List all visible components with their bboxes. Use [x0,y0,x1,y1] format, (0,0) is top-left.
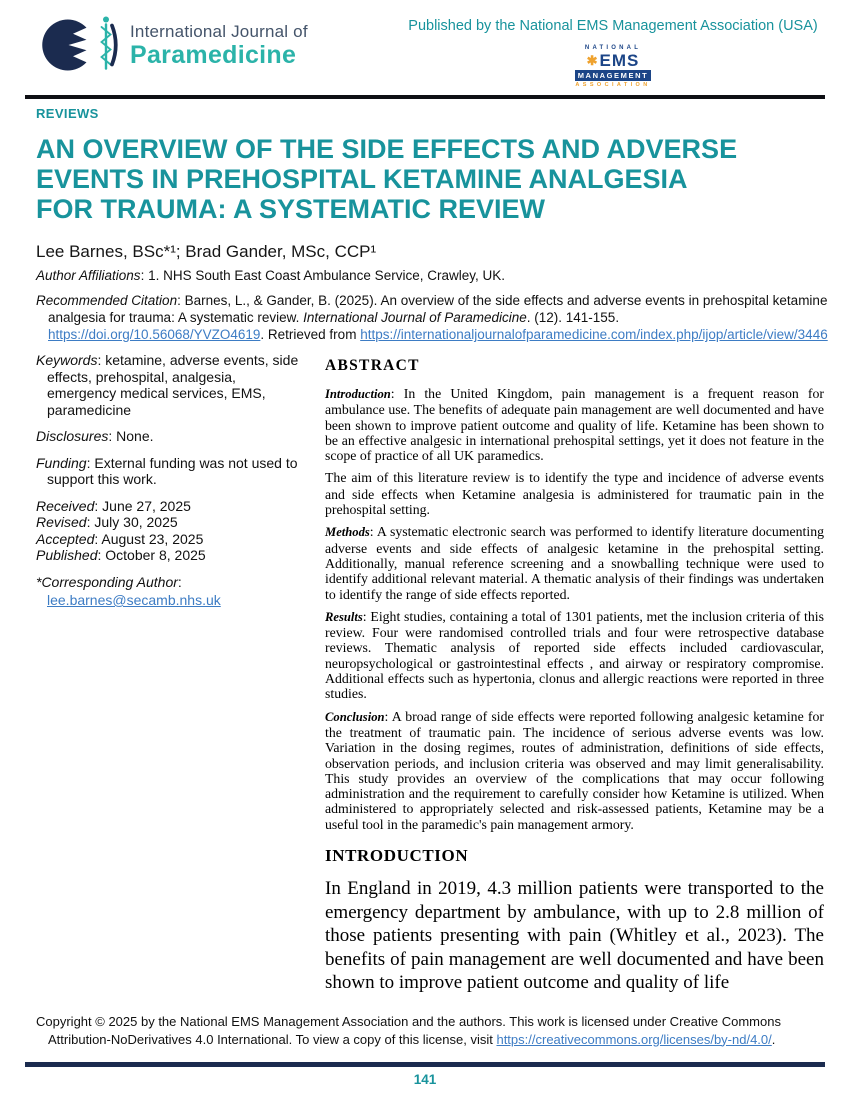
citation-text-3: . Retrieved from [260,327,361,342]
journal-name-top: International Journal of [130,21,308,41]
received-line [36,498,300,515]
disclosures-block [36,428,300,445]
corresponding-author-block [36,574,300,591]
abstract-methods-paragraph [325,524,824,601]
revised-date: : July 30, 2025 [86,514,178,530]
copyright-notice [36,1013,828,1048]
nemsma-association-text: ASSOCIATION [575,81,651,88]
page-number: 141 [413,1072,437,1087]
abstract-aim-paragraph [325,470,824,517]
copyright-text: Copyright © 2025 by the National EMS Management Association and the authors. This work is licensed under Creative Commons Attribution-NoDerivatives 4.0 International. To view a copy of this license, visit [36,1014,781,1047]
article-section-label: REVIEWS [36,106,99,121]
corresponding-author-label: *Corresponding Author [36,573,178,590]
published-label: Published [36,547,98,563]
affiliations-label: Author Affiliations [36,268,141,283]
affiliations-text: : 1. NHS South East Coast Ambulance Service, Crawley, UK. [140,268,505,283]
citation-text-2: . (12). 141-155. [526,310,620,325]
journal-name-bottom: Paramedicine [130,40,297,69]
abstract-conclusion-text: : A broad range of side effects were reported following analgesic ketamine for the treatment of traumatic pain. The incidence of serious adverse events was low. Variation in the dosing regimes, routes of administration, definitions of side effects, observation periods, and inclusion criteria was observed and may limit generalisability. This study provides an overview of the complications that may occur following administration and the requirement to carefully consider how Ketamine is utilized. When administered to appropriately selected and risk-assessed patients, Ketamine may be a useful tool in the paramedic's pain management armory. [325,708,824,832]
article-metadata-column [36,352,300,609]
article-title: AN OVERVIEW OF THE SIDE EFFECTS AND ADVERSE EVENTS IN PREHOSPITAL KETAMINE ANALGESIA FOR TRAUMA: A SYSTEMATIC REVIEW [36,134,738,224]
abstract-methods-text: : A systematic electronic search was performed to identify literature documenting adverse events and side effects of analgesic ketamine in the prehospital setting. Additionally, manual reference screening and a snowballing technique were used to identify additional relevant material. A thematic analysis of their findings was undertaken to identify the range of side effects reported. [325,524,824,602]
nemsma-logo [575,45,652,88]
published-date: : October 8, 2025 [97,547,206,563]
corresponding-email-link[interactable]: lee.barnes@secamb.nhs.uk [47,592,221,608]
article-dates-block [36,498,300,564]
ijop-logo-icon [40,10,118,80]
introduction-paragraph: In England in 2019, 4.3 million patients were transported to the emergency department by ambulance, with up to 2.8 million of those patients presenting with pain (Whitley et al., 2023). The benefits of pain management are well documented and have been shown to improve patient outcome and quality of life [325,878,824,994]
nemsma-management-text: MANAGEMENT [575,70,652,81]
recommended-citation [36,292,828,343]
abstract-methods-label: Methods [325,525,370,540]
article-body [36,352,824,995]
received-label: Received [36,497,95,514]
author-line: Lee Barnes, BSc*¹; Brad Gander, MSc, CCP¹ [36,242,377,261]
accepted-label: Accepted [36,530,95,547]
funding-text: : External funding was not used to support this work. [47,454,298,487]
abstract-aim-text: The aim of this literature review is to identify the type and incidence of adverse events and side effects when Ketamine analgesia is administered for traumatic pain in the prehospital setting. [325,470,824,518]
abstract-results-label: Results [325,609,363,624]
keywords-label: Keywords [36,352,98,368]
header-divider [25,95,825,99]
abstract-results-text: : Eight studies, containing a total of 1301 patients, met the inclusion criteria of this review. Four were randomised controlled trials and four were retrospective database reviews. Thematic analysis of reported side effects included cardiovascular, neuropsychological or gastrointestinal effects , and airway or respiratory compromise. Additional effects such as hypertonia, clonus and allergic reactions were reported in three studies. [325,608,824,702]
abstract-conclusion-label: Conclusion [325,709,385,724]
keywords-text: : ketamine, adverse events, side effects, prehospital, analgesia, emergency medical services, EMS, paramedicine [47,352,299,418]
abstract-introduction-paragraph [325,386,824,463]
corresponding-author-colon: : [177,573,182,590]
nemsma-star-icon: ✱ [586,53,599,68]
copyright-period: . [771,1031,776,1047]
published-line [36,547,300,564]
accepted-line [36,531,300,548]
journal-wordmark [130,22,308,69]
publisher-block [388,18,838,91]
accepted-date: : August 23, 2025 [94,530,204,547]
disclosures-text: : None. [108,428,154,444]
corresponding-email-line [36,592,300,609]
introduction-heading: INTRODUCTION [325,846,469,866]
funding-label: Funding [36,454,87,471]
journal-masthead [40,10,308,80]
nemsma-ems-text: EMS [599,51,640,70]
abstract-results-paragraph [325,609,824,702]
abstract-heading: ABSTRACT [325,357,420,374]
keywords-block [36,352,300,418]
citation-label: Recommended Citation [36,293,178,308]
abstract-introduction-text: : In the United Kingdom, pain management is a frequent reason for ambulance use. The benefits of adequate pain management are well documented and have been shown to improve patient outcome and quality of life. Ketamine has been shown to be an effective analgesic in international prehospital settings, yet it does not feature in the scope of practice of all UK paramedics. [325,386,824,464]
license-link[interactable]: https://creativecommons.org/licenses/by-nd/4.0/ [496,1031,772,1047]
revised-line [36,514,300,531]
funding-block [36,455,300,488]
nemsma-national-text: NATIONAL [584,45,642,51]
nemsma-ems-row [575,52,652,69]
citation-text-1: : Barnes, L., & Gander, B. (2025). An overview of the side effects and adverse events in prehospital ketamine analgesia for trauma: A systematic review. [48,293,828,325]
footer-divider [25,1062,825,1067]
affiliations-line [36,268,828,283]
abstract-introduction-label: Introduction [325,387,391,401]
doi-link[interactable]: https://doi.org/10.56068/YVZO4619 [48,327,261,342]
abstract-conclusion-paragraph [325,709,824,832]
article-url-link[interactable]: https://internationaljournalofparamedicine.com/index.php/ijop/article/view/3446 [360,327,828,342]
received-date: : June 27, 2025 [94,497,191,514]
published-by-text: Published by the National EMS Management Association (USA) [408,18,818,34]
citation-journal-name: International Journal of Paramedicine [303,310,527,325]
revised-label: Revised [36,514,87,530]
abstract-column [325,352,824,995]
disclosures-label: Disclosures [36,428,109,444]
